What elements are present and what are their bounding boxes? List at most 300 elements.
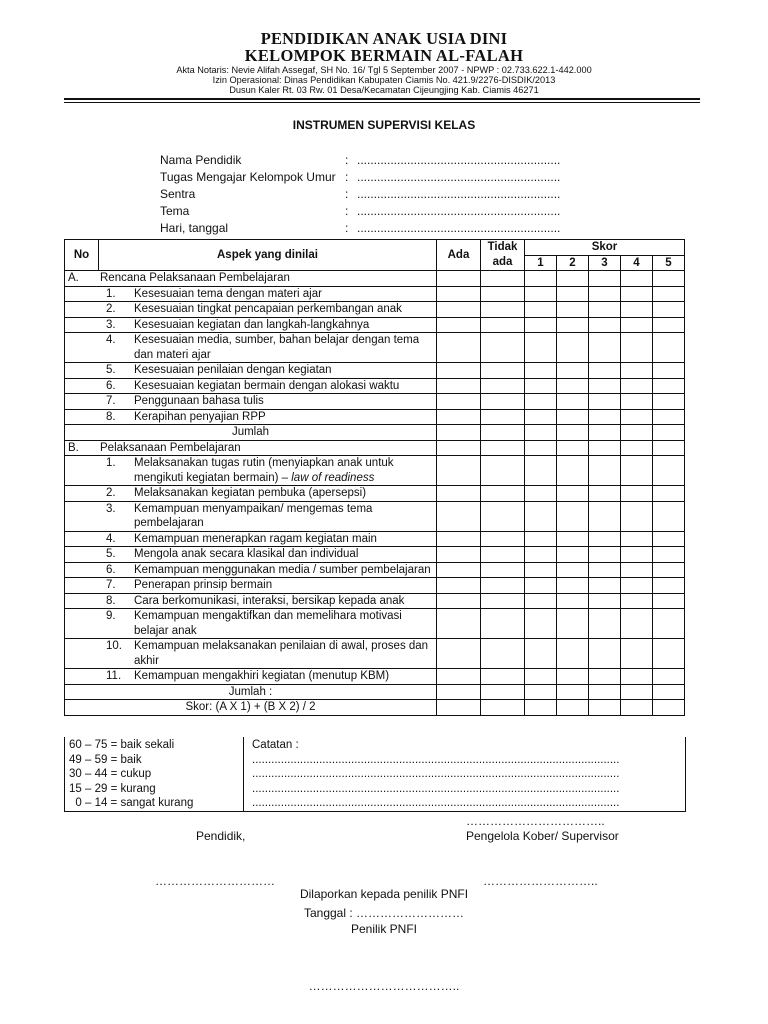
check-cell[interactable] <box>589 700 621 716</box>
check-cell[interactable] <box>481 378 525 394</box>
aspect-number: 5. <box>106 548 116 560</box>
section-number: A. <box>68 272 79 284</box>
check-cell[interactable] <box>481 456 525 486</box>
check-cell[interactable] <box>525 609 557 639</box>
check-cell[interactable] <box>621 609 653 639</box>
check-cell[interactable] <box>621 562 653 578</box>
check-cell[interactable] <box>481 684 525 700</box>
aspect-row <box>65 562 685 578</box>
field-value: ............................................................. <box>357 153 561 167</box>
check-cell[interactable] <box>525 486 557 502</box>
check-cell[interactable] <box>481 669 525 685</box>
check-cell[interactable] <box>589 456 621 486</box>
total-row-b-label: Jumlah : <box>65 684 437 700</box>
notes-label: Catatan : <box>252 739 299 751</box>
check-cell[interactable] <box>525 593 557 609</box>
field-value: ............................................................. <box>357 221 561 235</box>
check-cell[interactable] <box>589 684 621 700</box>
check-cell[interactable] <box>653 562 685 578</box>
check-cell[interactable] <box>437 501 481 531</box>
check-cell[interactable] <box>557 684 589 700</box>
check-cell[interactable] <box>653 317 685 333</box>
header-score-4: 4 <box>621 255 653 271</box>
field-tema[interactable] <box>160 203 560 219</box>
field-value: ............................................................. <box>357 170 561 184</box>
aspect-row <box>65 302 685 318</box>
check-cell[interactable] <box>589 669 621 685</box>
check-cell[interactable] <box>437 700 481 716</box>
aspect-text: Cara berkomunikasi, interaksi, bersikap kepada anak <box>134 594 405 607</box>
check-cell[interactable] <box>621 700 653 716</box>
total-row-a-label: Jumlah <box>65 425 437 441</box>
aspect-row <box>65 639 685 669</box>
aspect-cell <box>65 639 437 669</box>
check-cell[interactable] <box>557 531 589 547</box>
check-cell[interactable] <box>653 501 685 531</box>
check-cell[interactable] <box>589 609 621 639</box>
header-score-2: 2 <box>557 255 589 271</box>
aspect-number: 7. <box>106 395 116 407</box>
check-cell[interactable] <box>437 547 481 563</box>
section-number: B. <box>68 441 79 454</box>
criteria-line: 30 – 44 = cukup <box>69 768 152 781</box>
check-cell[interactable] <box>589 363 621 379</box>
field-colon: : <box>345 170 349 184</box>
check-cell[interactable] <box>653 700 685 716</box>
check-cell[interactable] <box>481 486 525 502</box>
check-cell[interactable] <box>557 669 589 685</box>
check-cell[interactable] <box>437 486 481 502</box>
check-cell[interactable] <box>589 593 621 609</box>
aspect-row <box>65 501 685 531</box>
check-cell[interactable] <box>557 425 589 441</box>
check-cell[interactable] <box>525 409 557 425</box>
check-cell[interactable] <box>437 363 481 379</box>
aspect-cell <box>65 531 437 547</box>
check-cell[interactable] <box>481 333 525 363</box>
check-cell[interactable] <box>621 684 653 700</box>
check-cell[interactable] <box>589 317 621 333</box>
check-cell[interactable] <box>481 317 525 333</box>
check-cell[interactable] <box>557 578 589 594</box>
check-cell[interactable] <box>653 271 685 287</box>
check-cell[interactable] <box>653 684 685 700</box>
check-cell[interactable] <box>653 394 685 410</box>
check-cell[interactable] <box>481 562 525 578</box>
check-cell[interactable] <box>557 409 589 425</box>
check-cell[interactable] <box>525 684 557 700</box>
aspect-number: 4. <box>106 532 116 545</box>
aspect-text: Penerapan prinsip bermain <box>134 579 273 591</box>
check-cell[interactable] <box>525 669 557 685</box>
criteria-notes-box <box>64 737 686 812</box>
check-cell[interactable] <box>589 409 621 425</box>
aspect-number: 7. <box>106 579 116 591</box>
aspect-number: 2. <box>106 487 116 499</box>
aspect-cell <box>65 609 437 639</box>
check-cell[interactable] <box>621 425 653 441</box>
check-cell[interactable] <box>653 669 685 685</box>
header-divider-thick <box>64 98 700 100</box>
institution-name: KELOMPOK BERMAIN AL-FALAH <box>244 46 524 65</box>
check-cell[interactable] <box>589 639 621 669</box>
check-cell[interactable] <box>589 547 621 563</box>
aspect-row <box>65 578 685 594</box>
aspect-cell <box>65 669 437 685</box>
check-cell[interactable] <box>525 456 557 486</box>
check-cell[interactable] <box>589 286 621 302</box>
report-to: Dilaporkan kepada penilik PNFI <box>299 887 469 901</box>
check-cell[interactable] <box>481 547 525 563</box>
header-score-5: 5 <box>653 255 685 271</box>
check-cell[interactable] <box>525 394 557 410</box>
check-cell[interactable] <box>525 578 557 594</box>
check-cell[interactable] <box>557 486 589 502</box>
criteria-line: 49 – 59 = baik <box>69 753 142 766</box>
check-cell[interactable] <box>621 547 653 563</box>
check-cell[interactable] <box>621 486 653 502</box>
check-cell[interactable] <box>437 639 481 669</box>
aspect-text: Kemampuan menggunakan media / sumber pembelajaran <box>134 563 431 576</box>
aspect-number: 6. <box>106 563 116 576</box>
field-sentra[interactable] <box>160 186 560 202</box>
aspect-cell <box>65 378 437 394</box>
check-cell[interactable] <box>653 486 685 502</box>
check-cell[interactable] <box>481 302 525 318</box>
aspect-row <box>65 486 685 502</box>
aspect-row <box>65 333 685 363</box>
check-cell[interactable] <box>589 562 621 578</box>
check-cell[interactable] <box>621 378 653 394</box>
notary-info: Akta Notaris: Nevie Alifah Assegaf, SH No. 16/ Tgl 5 September 2007 - NPWP : 02.733.622.1-442.000 <box>176 65 592 75</box>
check-cell[interactable] <box>437 562 481 578</box>
check-cell[interactable] <box>653 609 685 639</box>
check-cell[interactable] <box>525 547 557 563</box>
check-cell[interactable] <box>653 409 685 425</box>
header-divider-thin <box>64 102 700 103</box>
check-cell[interactable] <box>621 593 653 609</box>
header-ada: Ada <box>437 240 481 271</box>
criteria-line: 0 – 14 = sangat kurang <box>69 797 194 810</box>
check-cell[interactable] <box>621 456 653 486</box>
signature-right-line: ……………………….. <box>483 874 598 888</box>
check-cell[interactable] <box>525 425 557 441</box>
check-cell[interactable] <box>589 378 621 394</box>
check-cell[interactable] <box>525 562 557 578</box>
check-cell[interactable] <box>557 271 589 287</box>
check-cell[interactable] <box>589 440 621 456</box>
aspect-text <box>134 456 433 485</box>
check-cell[interactable] <box>437 271 481 287</box>
check-cell[interactable] <box>557 363 589 379</box>
check-cell[interactable] <box>481 440 525 456</box>
notes-line: ................................................................................................................... <box>252 797 620 810</box>
aspect-cell <box>65 501 437 531</box>
check-cell[interactable] <box>481 578 525 594</box>
report-date: Tanggal : ……………………… <box>303 906 465 920</box>
check-cell[interactable] <box>589 486 621 502</box>
check-cell[interactable] <box>525 501 557 531</box>
aspect-row <box>65 609 685 639</box>
check-cell[interactable] <box>557 440 589 456</box>
check-cell[interactable] <box>437 578 481 594</box>
aspect-number: 4. <box>106 334 116 346</box>
aspect-text: Kemampuan mengakhiri kegiatan (menutup KBM) <box>134 670 390 682</box>
check-cell[interactable] <box>481 700 525 716</box>
notes-line: ................................................................................................................... <box>252 768 620 781</box>
field-value: ............................................................. <box>357 204 561 218</box>
check-cell[interactable] <box>557 456 589 486</box>
check-cell[interactable] <box>525 378 557 394</box>
check-cell[interactable] <box>653 593 685 609</box>
check-cell[interactable] <box>437 286 481 302</box>
check-cell[interactable] <box>525 440 557 456</box>
field-colon: : <box>345 221 349 235</box>
aspect-row <box>65 286 685 302</box>
aspect-cell <box>65 456 437 486</box>
check-cell[interactable] <box>621 639 653 669</box>
aspect-cell <box>65 286 437 302</box>
check-cell[interactable] <box>481 593 525 609</box>
aspect-number: 1. <box>106 457 116 469</box>
check-cell[interactable] <box>437 669 481 685</box>
aspect-row <box>65 531 685 547</box>
check-cell[interactable] <box>437 425 481 441</box>
check-cell[interactable] <box>557 302 589 318</box>
check-cell[interactable] <box>557 609 589 639</box>
check-cell[interactable] <box>653 440 685 456</box>
check-cell[interactable] <box>621 578 653 594</box>
header-no: No <box>65 240 99 271</box>
aspect-text-main: Melaksanakan tugas rutin (menyiapkan anak untuk mengikuti kegiatan bermain) – <box>134 457 394 484</box>
check-cell[interactable] <box>437 302 481 318</box>
check-cell[interactable] <box>653 333 685 363</box>
field-colon: : <box>345 204 349 218</box>
check-cell[interactable] <box>437 531 481 547</box>
field-tugas-mengajar[interactable] <box>160 169 560 185</box>
check-cell[interactable] <box>653 363 685 379</box>
formula-row <box>65 700 685 716</box>
check-cell[interactable] <box>481 531 525 547</box>
check-cell[interactable] <box>557 700 589 716</box>
check-cell[interactable] <box>525 700 557 716</box>
check-cell[interactable] <box>437 456 481 486</box>
date-line: …………………………….. <box>466 814 605 828</box>
aspect-row <box>65 456 685 486</box>
aspect-number: 3. <box>106 502 116 515</box>
check-cell[interactable] <box>589 501 621 531</box>
check-cell[interactable] <box>653 639 685 669</box>
check-cell[interactable] <box>437 333 481 363</box>
check-cell[interactable] <box>621 363 653 379</box>
check-cell[interactable] <box>481 409 525 425</box>
check-cell[interactable] <box>481 425 525 441</box>
aspect-text: Kesesuaian tingkat pencapaian perkembangan anak <box>134 303 402 315</box>
header-aspect: Aspek yang dinilai <box>99 240 437 271</box>
aspect-cell <box>65 486 437 502</box>
check-cell[interactable] <box>589 271 621 287</box>
check-cell[interactable] <box>525 639 557 669</box>
section-title-cell <box>65 440 437 456</box>
aspect-cell <box>65 409 437 425</box>
check-cell[interactable] <box>589 578 621 594</box>
aspect-cell <box>65 333 437 363</box>
check-cell[interactable] <box>653 302 685 318</box>
aspect-number: 8. <box>106 410 116 423</box>
check-cell[interactable] <box>525 363 557 379</box>
check-cell[interactable] <box>589 425 621 441</box>
notes-line: ................................................................................................................... <box>252 753 620 766</box>
check-cell[interactable] <box>525 286 557 302</box>
header-tidak-ada: Tidak ada <box>481 240 525 271</box>
check-cell[interactable] <box>437 609 481 639</box>
check-cell[interactable] <box>437 409 481 425</box>
institution-type: PENDIDIKAN ANAK USIA DINI <box>260 29 508 48</box>
aspect-number: 6. <box>106 379 116 392</box>
check-cell[interactable] <box>481 639 525 669</box>
check-cell[interactable] <box>437 378 481 394</box>
field-label: Sentra <box>160 187 196 201</box>
aspect-row <box>65 547 685 563</box>
check-cell[interactable] <box>621 669 653 685</box>
signature-left-label: Pendidik, <box>196 829 246 843</box>
check-cell[interactable] <box>621 302 653 318</box>
aspect-cell <box>65 302 437 318</box>
formula-row-label: Skor: (A X 1) + (B X 2) / 2 <box>65 700 437 716</box>
check-cell[interactable] <box>589 394 621 410</box>
check-cell[interactable] <box>525 317 557 333</box>
aspect-number: 9. <box>106 610 116 622</box>
notes-area[interactable] <box>252 738 672 811</box>
aspect-cell <box>65 578 437 594</box>
aspect-row <box>65 317 685 333</box>
check-cell[interactable] <box>557 501 589 531</box>
aspect-text: Kesesuaian penilaian dengan kegiatan <box>134 364 332 376</box>
check-cell[interactable] <box>653 456 685 486</box>
signature-right-label: Pengelola Kober/ Supervisor <box>466 829 619 843</box>
check-cell[interactable] <box>557 333 589 363</box>
penilik-signature-line: ……………………………….. <box>308 979 460 993</box>
check-cell[interactable] <box>481 394 525 410</box>
check-cell[interactable] <box>621 317 653 333</box>
check-cell[interactable] <box>481 363 525 379</box>
check-cell[interactable] <box>437 593 481 609</box>
document-title: INSTRUMEN SUPERVISI KELAS <box>292 118 476 132</box>
check-cell[interactable] <box>653 425 685 441</box>
field-value: ............................................................. <box>357 187 561 201</box>
aspect-text: Kesesuaian media, sumber, bahan belajar dengan tema dan materi ajar <box>134 334 420 361</box>
field-colon: : <box>345 187 349 201</box>
check-cell[interactable] <box>481 271 525 287</box>
check-cell[interactable] <box>557 378 589 394</box>
penilik-label: Penilik PNFI <box>350 922 418 936</box>
check-cell[interactable] <box>621 286 653 302</box>
check-cell[interactable] <box>557 639 589 669</box>
check-cell[interactable] <box>525 333 557 363</box>
aspect-cell <box>65 593 437 609</box>
license-info: Izin Operasional: Dinas Pendidikan Kabupaten Ciamis No. 421.9/2276-DISDIK/2013 <box>212 75 556 85</box>
aspect-number: 10. <box>106 640 122 652</box>
aspect-row <box>65 669 685 685</box>
field-nama-pendidik[interactable] <box>160 152 560 168</box>
field-hari-tanggal[interactable] <box>160 220 560 236</box>
check-cell[interactable] <box>621 409 653 425</box>
header-skor: Skor <box>525 240 685 256</box>
field-label: Tugas Mengajar Kelompok Umur <box>160 170 336 184</box>
aspect-cell <box>65 562 437 578</box>
check-cell[interactable] <box>621 531 653 547</box>
check-cell[interactable] <box>653 378 685 394</box>
aspect-number: 8. <box>106 594 116 607</box>
check-cell[interactable] <box>621 501 653 531</box>
check-cell[interactable] <box>653 531 685 547</box>
address-info: Dusun Kaler Rt. 03 Rw. 01 Desa/Kecamatan Cijeungjing Kab. Ciamis 46271 <box>229 85 539 95</box>
check-cell[interactable] <box>653 286 685 302</box>
check-cell[interactable] <box>589 333 621 363</box>
check-cell[interactable] <box>621 440 653 456</box>
criteria-line: 15 – 29 = kurang <box>69 782 156 795</box>
aspect-row <box>65 378 685 394</box>
check-cell[interactable] <box>437 394 481 410</box>
aspect-cell <box>65 317 437 333</box>
aspect-row <box>65 363 685 379</box>
field-colon: : <box>345 153 349 167</box>
check-cell[interactable] <box>481 286 525 302</box>
check-cell[interactable] <box>525 531 557 547</box>
check-cell[interactable] <box>557 593 589 609</box>
aspect-text: Kemampuan menyampaikan/ mengemas tema pembelajaran <box>134 502 373 529</box>
check-cell[interactable] <box>621 271 653 287</box>
aspect-number: 5. <box>106 364 116 376</box>
check-cell[interactable] <box>481 501 525 531</box>
check-cell[interactable] <box>589 531 621 547</box>
check-cell[interactable] <box>525 271 557 287</box>
total-row-b <box>65 684 685 700</box>
check-cell[interactable] <box>437 440 481 456</box>
aspect-text: Melaksanakan kegiatan pembuka (apersepsi) <box>134 487 367 499</box>
check-cell[interactable] <box>589 302 621 318</box>
check-cell[interactable] <box>653 578 685 594</box>
check-cell[interactable] <box>621 394 653 410</box>
aspect-number: 3. <box>106 318 116 331</box>
field-label: Hari, tanggal <box>160 221 229 235</box>
aspect-text: Kesesuaian kegiatan bermain dengan alokasi waktu <box>134 379 400 392</box>
check-cell[interactable] <box>437 684 481 700</box>
supervision-table <box>64 239 685 716</box>
aspect-row <box>65 394 685 410</box>
check-cell[interactable] <box>653 547 685 563</box>
section-row <box>65 440 685 456</box>
aspect-text-italic: law of readiness <box>291 471 375 484</box>
check-cell[interactable] <box>557 317 589 333</box>
check-cell[interactable] <box>557 562 589 578</box>
check-cell[interactable] <box>481 609 525 639</box>
aspect-number: 1. <box>106 287 116 300</box>
check-cell[interactable] <box>437 317 481 333</box>
aspect-number: 2. <box>106 303 116 315</box>
header-score-3: 3 <box>589 255 621 271</box>
field-label: Tema <box>160 204 190 218</box>
check-cell[interactable] <box>557 394 589 410</box>
check-cell[interactable] <box>557 286 589 302</box>
check-cell[interactable] <box>525 302 557 318</box>
total-row-a <box>65 425 685 441</box>
check-cell[interactable] <box>621 333 653 363</box>
aspect-text: Kesesuaian kegiatan dan langkah-langkahnya <box>134 318 370 331</box>
section-title-cell <box>65 271 437 287</box>
check-cell[interactable] <box>557 547 589 563</box>
header-score-1: 1 <box>525 255 557 271</box>
